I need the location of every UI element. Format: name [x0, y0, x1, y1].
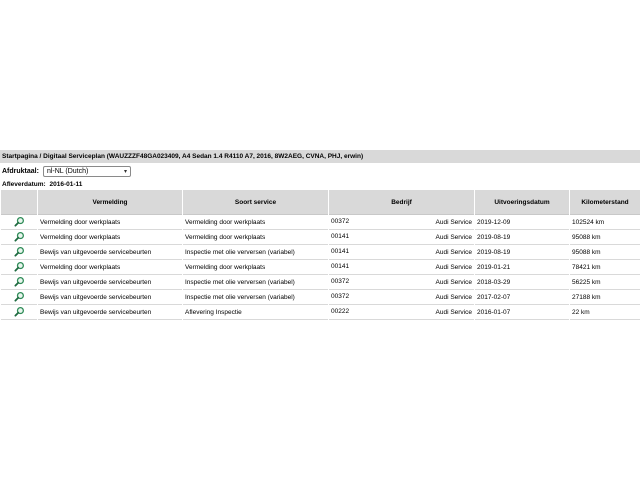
cell-bedrijf: [329, 305, 474, 320]
breadcrumb: [0, 150, 640, 163]
bedrijf-code: 00372: [331, 278, 350, 285]
language-selected-value: nl-NL (Dutch): [46, 167, 89, 175]
cell-bedrijf: [329, 215, 474, 230]
header-vermelding[interactable]: Vermelding: [38, 190, 182, 215]
cell-vermelding: Vermelding door werkplaats: [38, 215, 182, 230]
row-action-cell: [1, 230, 37, 245]
bedrijf-code: 00372: [331, 293, 350, 300]
bedrijf-code: 00222: [331, 308, 350, 315]
bedrijf-code: 00141: [331, 263, 350, 270]
delivery-date-label: Afleverdatum:: [2, 181, 46, 188]
table-row: [1, 275, 640, 290]
cell-vermelding: Bewijs van uitgevoerde servicebeurten: [38, 275, 182, 290]
header-soort-service[interactable]: Soort service: [183, 190, 328, 215]
row-action-cell: [1, 305, 37, 320]
delivery-date-value: 2016-01-11: [49, 181, 83, 188]
row-action-cell: [1, 215, 37, 230]
cell-uitvoeringsdatum: 2019-08-19: [475, 245, 569, 260]
cell-uitvoeringsdatum: 2019-01-21: [475, 260, 569, 275]
cell-bedrijf: [329, 245, 474, 260]
bedrijf-name: Audi Service: [435, 219, 472, 226]
language-select[interactable]: [43, 166, 131, 177]
cell-soort-service: Vermelding door werkplaats: [183, 260, 328, 275]
bedrijf-name: Audi Service: [435, 279, 472, 286]
header-icon-column: [1, 190, 37, 215]
cell-kilometerstand: 78421 km: [570, 260, 640, 275]
cell-vermelding: Vermelding door werkplaats: [38, 260, 182, 275]
bedrijf-code: 00141: [331, 248, 350, 255]
cell-bedrijf: [329, 260, 474, 275]
cell-vermelding: Bewijs van uitgevoerde servicebeurten: [38, 245, 182, 260]
cell-soort-service: Vermelding door werkplaats: [183, 230, 328, 245]
chevron-down-icon: ▾: [123, 168, 127, 175]
table-row: [1, 260, 640, 275]
table-row: [1, 215, 640, 230]
language-label: Afdruktaal:: [2, 167, 39, 175]
magnifier-icon[interactable]: [14, 216, 25, 229]
cell-bedrijf: [329, 290, 474, 305]
cell-vermelding: Vermelding door werkplaats: [38, 230, 182, 245]
bedrijf-name: Audi Service: [435, 249, 472, 256]
header-bedrijf[interactable]: Bedrijf: [329, 190, 474, 215]
bedrijf-name: Audi Service: [435, 294, 472, 301]
header-uitvoeringsdatum[interactable]: Uitvoeringsdatum: [475, 190, 569, 215]
cell-uitvoeringsdatum: 2017-02-07: [475, 290, 569, 305]
cell-soort-service: Inspectie met olie verversen (variabel): [183, 290, 328, 305]
blank-area: [0, 0, 640, 150]
table-row: [1, 305, 640, 320]
magnifier-icon[interactable]: [14, 261, 25, 274]
cell-vermelding: Bewijs van uitgevoerde servicebeurten: [38, 290, 182, 305]
cell-soort-service: Aflevering Inspectie: [183, 305, 328, 320]
magnifier-icon[interactable]: [14, 291, 25, 304]
cell-uitvoeringsdatum: 2016-01-07: [475, 305, 569, 320]
cell-kilometerstand: 22 km: [570, 305, 640, 320]
cell-bedrijf: [329, 275, 474, 290]
bedrijf-name: Audi Service: [435, 309, 472, 316]
table-row: [1, 290, 640, 305]
cell-soort-service: Inspectie met olie verversen (variabel): [183, 275, 328, 290]
service-table: [0, 190, 640, 320]
row-action-cell: [1, 290, 37, 305]
cell-kilometerstand: 102524 km: [570, 215, 640, 230]
delivery-date-row: [0, 179, 640, 190]
cell-soort-service: Inspectie met olie verversen (variabel): [183, 245, 328, 260]
cell-kilometerstand: 56225 km: [570, 275, 640, 290]
bedrijf-name: Audi Service: [435, 234, 472, 241]
magnifier-icon[interactable]: [14, 306, 25, 319]
cell-uitvoeringsdatum: 2019-08-19: [475, 230, 569, 245]
magnifier-icon[interactable]: [14, 276, 25, 289]
table-row: [1, 245, 640, 260]
row-action-cell: [1, 245, 37, 260]
bedrijf-code: 00372: [331, 218, 350, 225]
cell-vermelding: Bewijs van uitgevoerde servicebeurten: [38, 305, 182, 320]
cell-bedrijf: [329, 230, 474, 245]
table-header-row: [1, 190, 640, 215]
header-kilometerstand[interactable]: Kilometerstand: [570, 190, 640, 215]
breadcrumb-text: Startpagina / Digitaal Serviceplan (WAUZZZF48GA023409, A4 Sedan 1.4 R4110 A7, 2016, 8W2AEG, CVNA, PHJ, erwin): [2, 153, 364, 160]
bedrijf-code: 00141: [331, 233, 350, 240]
cell-uitvoeringsdatum: 2018-03-29: [475, 275, 569, 290]
table-row: [1, 230, 640, 245]
cell-kilometerstand: 27188 km: [570, 290, 640, 305]
bedrijf-name: Audi Service: [435, 264, 472, 271]
language-row: [0, 163, 640, 179]
cell-kilometerstand: 95088 km: [570, 230, 640, 245]
magnifier-icon[interactable]: [14, 246, 25, 259]
row-action-cell: [1, 275, 37, 290]
row-action-cell: [1, 260, 37, 275]
cell-soort-service: Vermelding door werkplaats: [183, 215, 328, 230]
cell-kilometerstand: 95088 km: [570, 245, 640, 260]
cell-uitvoeringsdatum: 2019-12-09: [475, 215, 569, 230]
magnifier-icon[interactable]: [14, 231, 25, 244]
